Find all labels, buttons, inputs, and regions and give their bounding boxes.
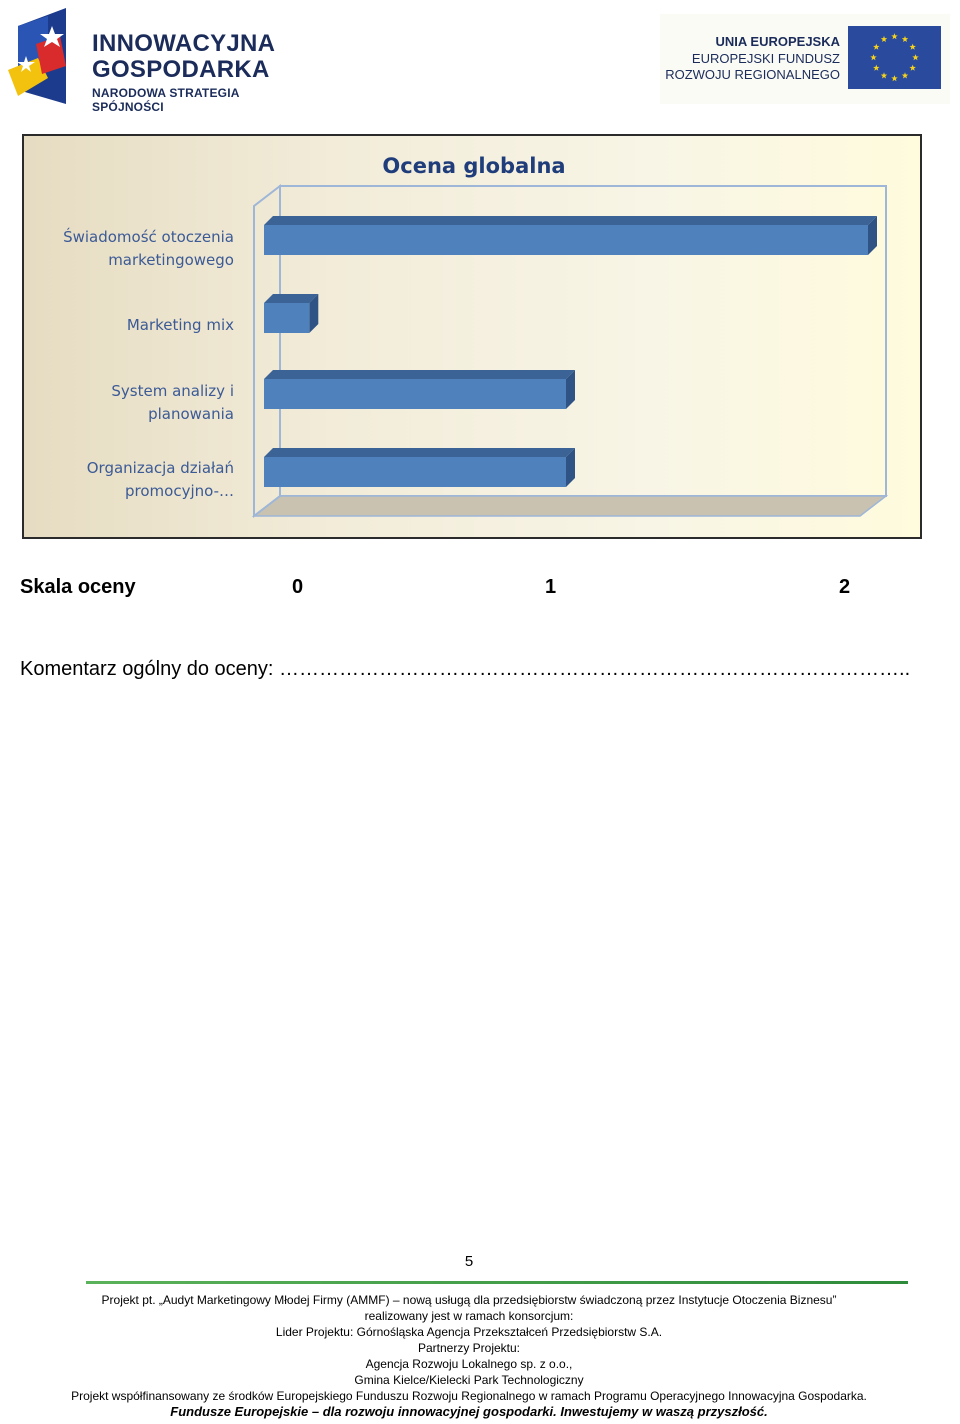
scale-label: Skala oceny (20, 576, 136, 598)
scale-value-1: 1 (545, 576, 557, 598)
category-label-1: Świadomość otoczenia marketingowego (63, 228, 234, 269)
bar-top (264, 448, 575, 457)
bar-1 (264, 216, 877, 255)
eu-logo-line2: EUROPEJSKI FUNDUSZ (691, 51, 840, 66)
logo-line2: GOSPODARKA (92, 56, 270, 83)
footer-line-1: Projekt pt. „Audyt Marketingowy Młodej Firmy (AMMF) – nową usługą dla przedsiębiorstw świadczoną przez Instytucje Otoczenia Biznesu” (101, 1293, 837, 1307)
innowacyjna-gospodarka-logo (8, 8, 308, 114)
bar-2 (264, 294, 318, 333)
footer-line-2: realizowany jest w ramach konsorcjum: (364, 1309, 574, 1323)
logo-line1: INNOWACYJNA (92, 30, 276, 57)
bar-top (264, 294, 318, 303)
chart-floor (254, 496, 886, 516)
category-label-4: Organizacja działań promocyjno-… (86, 459, 234, 500)
bar-front (264, 457, 566, 487)
footer-line-5: Agencja Rozwoju Lokalnego sp. z o.o., (365, 1357, 573, 1371)
eu-logo (660, 14, 950, 104)
page-number: 5 (464, 1253, 474, 1270)
footer-slogan: Fundusze Europejskie – dla rozwoju innowacyjnej gospodarki. Inwestujemy w waszą przyszłość. (170, 1404, 768, 1419)
category-label-2: Marketing mix (126, 316, 234, 334)
footer-divider (86, 1281, 908, 1284)
bar-front (264, 379, 566, 409)
bar-4 (264, 448, 575, 487)
footer-line-4: Partnerzy Projektu: (417, 1341, 521, 1355)
footer (0, 1292, 938, 1420)
footer-line-6: Gmina Kielce/Kielecki Park Technologiczny (354, 1373, 584, 1387)
logo-tagline: NARODOWA STRATEGIA SPÓJNOŚCI (92, 86, 240, 114)
bar-front (264, 225, 868, 255)
eu-logo-line3: ROZWOJU REGIONALNEGO (665, 67, 840, 82)
scale-value-2: 2 (839, 576, 851, 598)
eu-logo-line1: UNIA EUROPEJSKA (715, 34, 840, 49)
bar-front (264, 303, 309, 333)
eu-flag-icon (848, 26, 941, 89)
logo-flag-emblem-icon (8, 8, 88, 106)
general-comment: Komentarz ogólny do oceny: ………………………………………………………………………………….. (20, 658, 911, 680)
bar-top (264, 216, 877, 225)
category-label-3: System analizy i planowania (111, 382, 234, 423)
rating-scale (0, 576, 960, 602)
bar-3 (264, 370, 575, 409)
scale-value-0: 0 (292, 576, 304, 598)
footer-line-7: Projekt współfinansowany ze środków Europejskiego Funduszu Rozwoju Regionalnego w ramach Programu Operacyjnego Innowacyjna Gospodarka. (71, 1389, 867, 1403)
chart-title: Ocena globalna (382, 154, 566, 178)
bar-top (264, 370, 575, 379)
chart (22, 134, 922, 539)
footer-line-3: Lider Projektu: Górnośląska Agencja Przekształceń Przedsiębiorstw S.A. (275, 1325, 663, 1339)
